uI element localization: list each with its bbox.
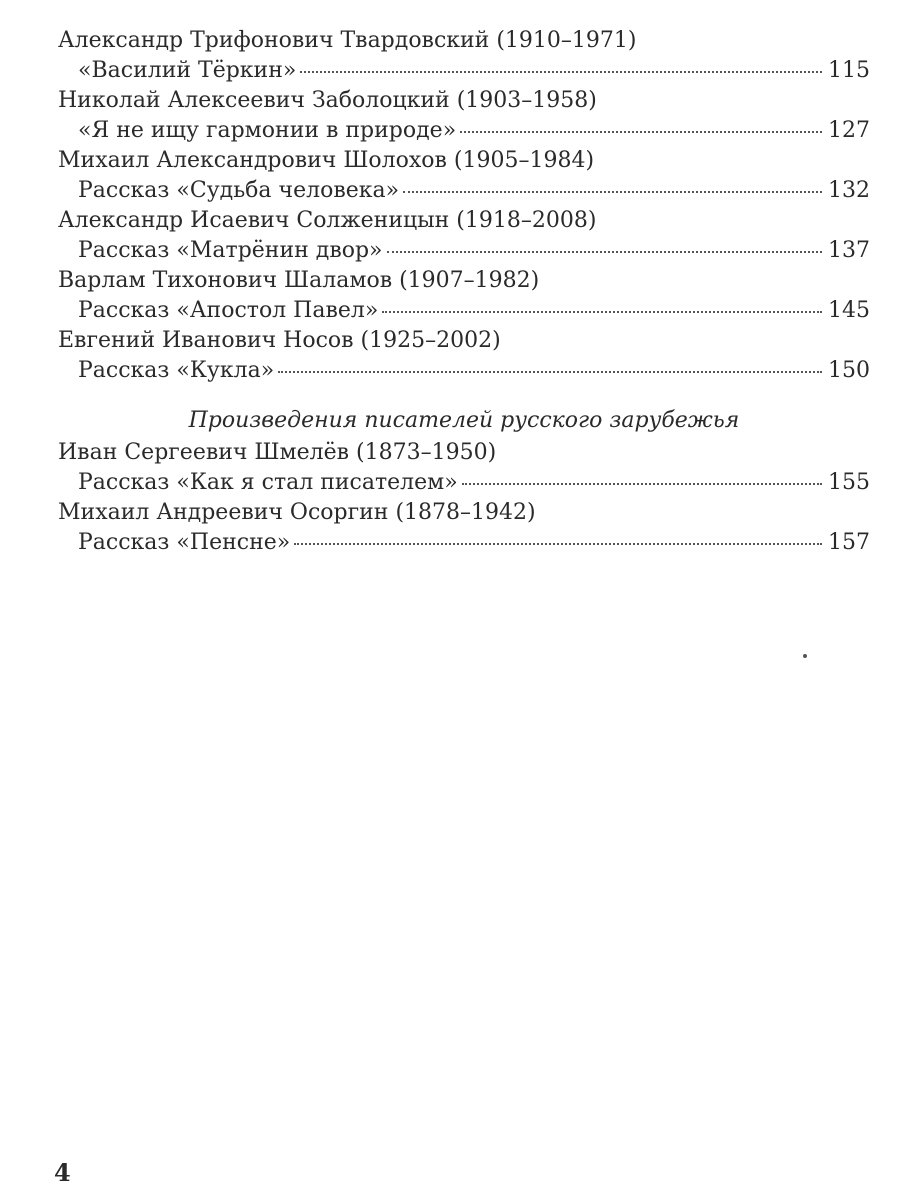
toc-page-number: 150 <box>828 358 870 383</box>
toc-author: Евгений Иванович Носов (1925–2002) <box>58 328 501 353</box>
toc-work-title: Рассказ «Пенсне» <box>78 530 291 555</box>
print-speck <box>803 654 807 658</box>
toc-author: Александр Исаевич Солженицын (1918–2008) <box>58 208 597 233</box>
toc-work-title: «Василий Тёркин» <box>78 58 297 83</box>
toc-work-title: «Я не ищу гармонии в природе» <box>78 118 457 143</box>
toc-work-line[interactable] <box>78 56 870 86</box>
toc-work-title: Рассказ «Матрёнин двор» <box>78 238 383 263</box>
dot-leader <box>382 311 822 313</box>
dot-leader <box>300 71 822 73</box>
toc-author: Михаил Александрович Шолохов (1905–1984) <box>58 148 595 173</box>
toc-work-title: Рассказ «Судьба человека» <box>78 178 400 203</box>
section-heading: Произведения писателей русского зарубежья <box>188 408 740 433</box>
dot-leader <box>278 371 822 373</box>
toc-page-number: 155 <box>828 470 870 495</box>
toc-entry <box>58 86 870 146</box>
toc-page-number: 145 <box>828 298 870 323</box>
toc-work-line[interactable] <box>78 236 870 266</box>
toc-entry <box>58 266 870 326</box>
dot-leader <box>403 191 822 193</box>
table-of-contents <box>58 26 870 558</box>
toc-work-line[interactable] <box>78 296 870 326</box>
toc-work-line[interactable] <box>78 528 870 558</box>
dot-leader <box>387 251 823 253</box>
toc-work-line[interactable] <box>78 176 870 206</box>
toc-entry <box>58 326 870 386</box>
toc-entry <box>58 498 870 558</box>
toc-page-number: 127 <box>828 118 870 143</box>
page-number: 4 <box>54 1158 71 1187</box>
toc-work-title: Рассказ «Как я стал писателем» <box>78 470 458 495</box>
toc-entry <box>58 146 870 206</box>
toc-page-number: 137 <box>828 238 870 263</box>
toc-author: Александр Трифонович Твардовский (1910–1971) <box>58 28 637 53</box>
toc-author: Иван Сергеевич Шмелёв (1873–1950) <box>58 440 497 465</box>
toc-work-title: Рассказ «Апостол Павел» <box>78 298 379 323</box>
toc-author: Михаил Андреевич Осоргин (1878–1942) <box>58 500 536 525</box>
toc-work-line[interactable] <box>78 468 870 498</box>
toc-work-title: Рассказ «Кукла» <box>78 358 275 383</box>
toc-entry <box>58 206 870 266</box>
toc-entry <box>58 438 870 498</box>
dot-leader <box>462 483 822 485</box>
toc-page-number: 132 <box>828 178 870 203</box>
toc-author: Николай Алексеевич Заболоцкий (1903–1958) <box>58 88 597 113</box>
toc-page-number: 115 <box>828 58 870 83</box>
toc-author: Варлам Тихонович Шаламов (1907–1982) <box>58 268 540 293</box>
dot-leader <box>460 131 822 133</box>
toc-page-number: 157 <box>828 530 870 555</box>
toc-work-line[interactable] <box>78 356 870 386</box>
dot-leader <box>294 543 822 545</box>
toc-work-line[interactable] <box>78 116 870 146</box>
toc-entry <box>58 26 870 86</box>
